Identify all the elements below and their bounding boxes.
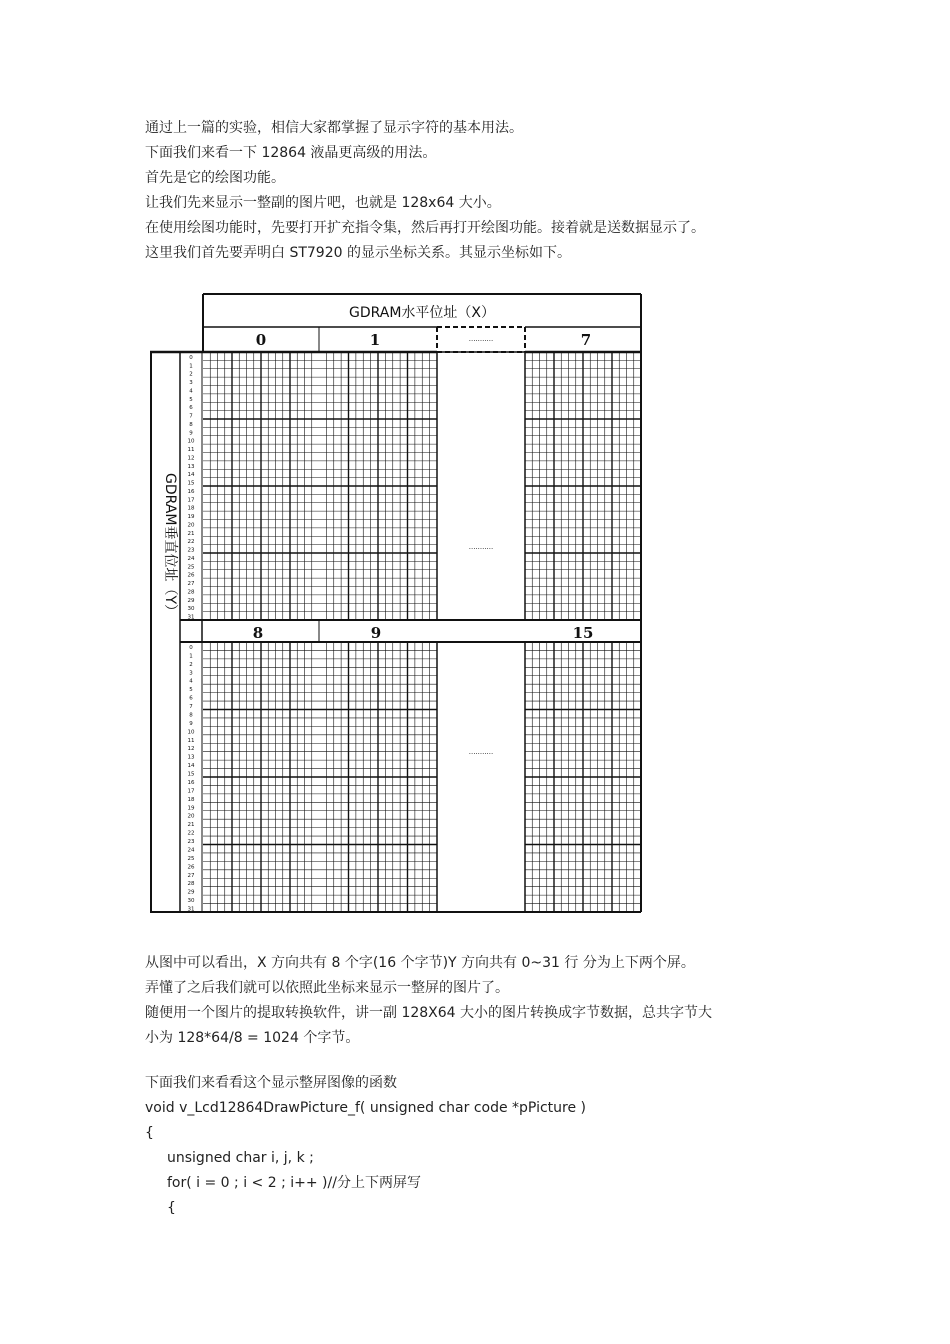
row-number: 29 [187,597,195,604]
row-number: 20 [187,813,195,820]
row-number: 16 [187,488,195,495]
row-number: 1 [189,653,193,660]
row-number: 21 [187,822,195,829]
col-header-7: 7 [580,331,592,349]
row-number: 18 [187,796,195,803]
row-number: 15 [187,771,195,778]
row-number: 0 [189,644,193,651]
row-number: 7 [189,413,193,420]
row-number: 19 [187,805,195,812]
row-number: 6 [189,405,193,412]
row-number: 1 [189,363,193,370]
row-number: 6 [189,695,193,702]
row-number: 17 [187,497,195,504]
intro-line: 让我们先来显示一整副的图片吧，也就是 128x64 大小。 [145,195,501,211]
row-number: 18 [187,505,195,512]
gdram-coordinate-diagram [150,293,645,915]
code-line: void v_Lcd12864DrawPicture_f( unsigned char code *pPicture ) [145,1100,586,1116]
row-number: 13 [187,754,195,761]
row-number: 11 [187,447,195,453]
explain-line: 小为 128*64/8 = 1024 个字节。 [145,1030,360,1046]
row-number: 29 [187,889,195,896]
code-section [145,1071,586,1221]
code-line: for( i = 0 ; i < 2 ; i++ )//分上下两屏写 [167,1175,421,1191]
col-header-8: 8 [252,624,264,642]
row-number: 15 [187,480,195,487]
row-number: 9 [189,720,193,727]
row-number: 12 [187,455,195,462]
explain-line: 弄懂了之后我们就可以依照此坐标来显示一整屏的图片了。 [145,980,509,996]
intro-line: 通过上一篇的实验，相信大家都掌握了显示字符的基本用法。 [145,120,523,136]
intro-line: 首先是它的绘图功能。 [145,170,285,186]
code-line: { [167,1200,176,1216]
row-number: 3 [189,670,193,677]
row-number: 2 [189,661,193,668]
row-number: 17 [187,788,195,795]
row-number: 26 [187,572,195,579]
intro-line: 这里我们首先要弄明白 ST7920 的显示坐标关系。其显示坐标如下。 [145,245,571,261]
row-number: 27 [187,872,195,879]
row-number: 21 [187,530,195,537]
row-number: 7 [189,704,193,710]
row-number: 5 [189,396,193,403]
row-number: 8 [189,421,193,428]
row-number: 8 [189,712,193,719]
row-number: 3 [189,380,193,386]
row-number: 30 [187,898,195,905]
explain-line: 从图中可以看出，X 方向共有 8 个字(16 个字节)Y 方向共有 0~31 行 分为上下两个屏。 [145,955,695,971]
row-number: 25 [187,855,195,862]
row-number: 14 [187,763,195,770]
middle-ellipsis-bottom: ··········· [468,750,494,758]
col-header-15: 15 [572,624,594,642]
middle-ellipsis-top: ··········· [468,545,494,553]
row-number: 13 [187,463,195,470]
row-number: 14 [187,472,195,479]
explain-line: 随便用一个图片的提取转换软件，讲一副 128X64 大小的图片转换成字节数据，总共字节大 [145,1005,713,1021]
intro-line: 在使用绘图功能时，先要打开扩充指令集，然后再打开绘图功能。接着就是送数据显示了。 [145,220,705,236]
x-axis-title: GDRAM水平位址（X） [348,305,496,321]
row-number: 11 [187,737,195,744]
code-heading: 下面我们来看看这个显示整屏图像的函数 [145,1075,397,1091]
col-header-0: 0 [255,331,267,349]
row-number: 28 [187,589,195,596]
row-number: 25 [187,564,195,571]
row-number: 28 [187,881,195,888]
row-number: 4 [189,678,193,685]
row-number: 22 [187,539,195,546]
row-number: 20 [187,522,195,529]
row-number: 12 [187,746,195,753]
explanation-paragraph [145,951,712,1051]
row-number: 2 [189,371,193,378]
code-line: unsigned char i, j, k ; [167,1150,314,1166]
row-number: 16 [187,779,195,786]
col-header-9: 9 [370,624,382,642]
row-number: 10 [187,729,195,736]
row-number: 23 [187,839,195,845]
row-number: 27 [187,581,195,587]
row-number: 19 [187,514,195,520]
col-header-1: 1 [369,331,381,349]
row-number: 26 [187,864,195,871]
row-number: 5 [189,687,193,694]
intro-line: 下面我们来看一下 12864 液晶更高级的用法。 [145,145,437,161]
row-number: 4 [189,388,193,395]
row-number: 22 [187,830,195,837]
intro-paragraph [145,116,705,266]
col-header-ellipsis: ··········· [468,337,494,345]
row-number: 31 [187,906,195,913]
row-number: 24 [187,555,195,562]
row-number: 24 [187,847,195,854]
row-number: 10 [187,438,195,445]
row-number: 31 [187,614,195,621]
code-line: { [145,1125,154,1141]
row-number: 9 [189,430,193,437]
row-number: 0 [189,354,193,361]
row-number: 23 [187,547,195,554]
row-number: 30 [187,606,195,613]
y-axis-title: GDRAM垂直位址（Y） [162,473,178,618]
